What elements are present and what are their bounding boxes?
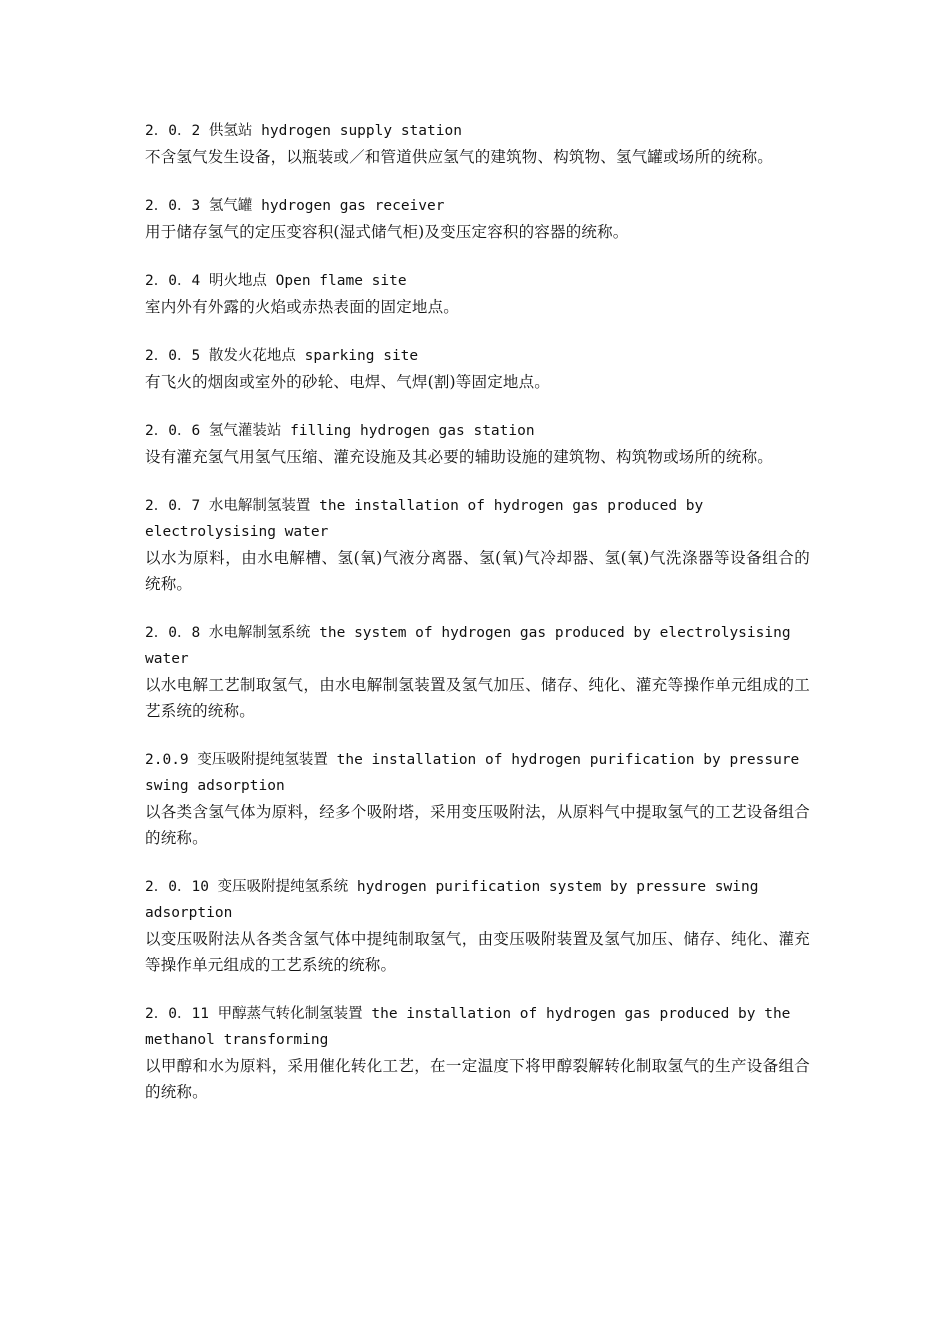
term-definition: 以各类含氢气体为原料，经多个吸附塔，采用变压吸附法，从原料气中提取氢气的工艺设备组合的统称。 [145, 803, 810, 847]
term-2-0-7 [145, 493, 810, 597]
term-heading: 2．0．5 散发火花地点 sparking site [145, 348, 419, 364]
term-heading: 2．0．4 明火地点 Open flame site [145, 273, 407, 289]
term-2-0-8 [145, 620, 810, 724]
term-2-0-3 [145, 193, 810, 245]
term-2-0-5 [145, 343, 810, 395]
term-definition: 以水为原料，由水电解槽、氢(氧)气液分离器、氢(氧)气冷却器、氢(氧)气洗涤器等设备组合的统称。 [145, 549, 810, 593]
term-definition: 不含氢气发生设备，以瓶装或／和管道供应氢气的建筑物、构筑物、氢气罐或场所的统称。 [145, 148, 774, 166]
term-2-0-2 [145, 118, 810, 170]
term-definition: 以水电解工艺制取氢气，由水电解制氢装置及氢气加压、储存、纯化、灌充等操作单元组成的工艺系统的统称。 [145, 676, 810, 720]
term-heading: 2．0．8 水电解制氢系统 the system of hydrogen gas produced by electrolysising water [145, 625, 791, 667]
term-heading: 2．0．10 变压吸附提纯氢系统 hydrogen purification system by pressure swing adsorption [145, 879, 759, 921]
term-heading: 2．0．7 水电解制氢装置 the installation of hydrogen gas produced by electrolysising water [145, 498, 704, 540]
term-2-0-9 [145, 747, 810, 851]
term-2-0-10 [145, 874, 810, 978]
term-2-0-11 [145, 1001, 810, 1105]
term-definition: 室内外有外露的火焰或赤热表面的固定地点。 [145, 298, 460, 316]
term-2-0-6 [145, 418, 810, 470]
term-heading: 2．0．11 甲醇蒸气转化制氢装置 the installation of hydrogen gas produced by the methanol transforming [145, 1006, 791, 1048]
document-page [145, 118, 810, 1128]
term-heading: 2．0．6 氢气灌装站 filling hydrogen gas station [145, 423, 535, 439]
term-definition: 设有灌充氢气用氢气压缩、灌充设施及其必要的辅助设施的建筑物、构筑物或场所的统称。 [145, 448, 774, 466]
term-2-0-4 [145, 268, 810, 320]
term-heading: 2．0．3 氢气罐 hydrogen gas receiver [145, 198, 445, 214]
term-definition: 用于储存氢气的定压变容积(湿式储气柜)及变压定容积的容器的统称。 [145, 223, 629, 241]
term-definition: 有飞火的烟囱或室外的砂轮、电焊、气焊(割)等固定地点。 [145, 373, 550, 391]
term-heading: 2．0．2 供氢站 hydrogen supply station [145, 123, 462, 139]
term-definition: 以甲醇和水为原料，采用催化转化工艺，在一定温度下将甲醇裂解转化制取氢气的生产设备组合的统称。 [145, 1057, 810, 1101]
term-heading: 2.0.9 变压吸附提纯氢装置 the installation of hydrogen purification by pressure swing adsorption [145, 752, 800, 794]
term-definition: 以变压吸附法从各类含氢气体中提纯制取氢气，由变压吸附装置及氢气加压、储存、纯化、灌充等操作单元组成的工艺系统的统称。 [145, 930, 810, 974]
